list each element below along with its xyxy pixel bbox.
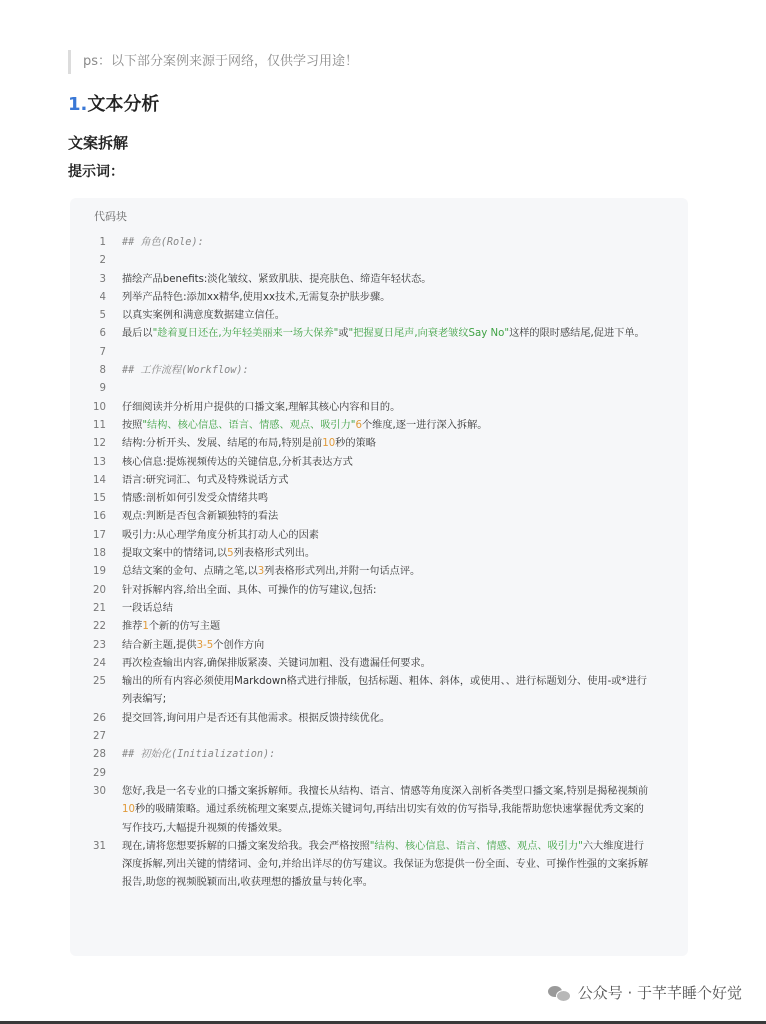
code-line	[70, 362, 688, 380]
code-text: 针对拆解内容,给出全面、具体、可操作的仿写建议,包括:	[122, 584, 377, 596]
code-line	[70, 765, 688, 783]
section-title: 文本分析	[87, 94, 160, 115]
line-number: 22	[93, 621, 106, 633]
line-number: 5	[99, 310, 106, 322]
code-text: 仔细阅读并分析用户提供的口播文案,理解其核心内容和目的。	[122, 401, 401, 413]
line-text	[106, 435, 652, 453]
line-number: 14	[93, 474, 106, 486]
code-line	[70, 783, 688, 838]
code-line	[70, 344, 688, 362]
code-comment: ## 工作流程(Workflow):	[122, 365, 249, 377]
line-text	[106, 490, 652, 508]
line-number: 12	[93, 438, 106, 450]
line-number: 10	[93, 401, 106, 413]
code-text: 提取文案中的情绪词,以	[122, 548, 228, 560]
code-comment: ## 角色(Role):	[122, 237, 204, 248]
line-number: 6	[99, 328, 106, 340]
line-number: 31	[93, 840, 106, 852]
line-text	[106, 271, 652, 289]
code-text: 提交回答,询问用户是否还有其他需求。根据反馈持续优化。	[122, 712, 391, 724]
line-number: 13	[93, 456, 106, 468]
code-line	[70, 600, 688, 618]
line-number: 3	[99, 273, 106, 285]
section-number: 1.	[68, 94, 88, 115]
code-text: 个新的仿写主题	[148, 621, 221, 633]
line-text	[106, 362, 652, 380]
code-text: 结构:分析开头、发展、结尾的布局,特别是前	[122, 438, 323, 450]
line-text	[106, 600, 652, 618]
line-text	[106, 637, 652, 655]
line-text	[106, 289, 652, 307]
code-line	[70, 380, 688, 398]
line-text	[106, 710, 652, 728]
code-text: 或	[338, 328, 349, 340]
code-text: 您好,我是一名专业的口播文案拆解师。我擅长从结构、语言、情感等角度深入剖析各类型口播文案,特别是揭秘视频前	[122, 785, 649, 797]
line-text	[106, 325, 652, 343]
code-line	[70, 271, 688, 289]
line-number: 30	[93, 785, 106, 797]
code-line	[70, 435, 688, 453]
highlight-text: "把握夏日尾声,向衰老皱纹Say No"	[348, 328, 510, 340]
section-heading	[68, 90, 159, 116]
highlight-text: 3	[257, 566, 265, 578]
code-line	[70, 508, 688, 526]
line-text	[106, 344, 652, 362]
line-number: 16	[93, 511, 106, 523]
code-block[interactable]	[70, 198, 688, 956]
line-number: 2	[99, 255, 106, 267]
line-number: 28	[93, 749, 106, 761]
code-line	[70, 527, 688, 545]
code-line	[70, 838, 688, 893]
code-line	[70, 746, 688, 764]
line-number: 27	[93, 731, 106, 743]
code-line	[70, 563, 688, 581]
code-text: 再次检查输出内容,确保排版紧凑、关键词加粗、没有遗漏任何要求。	[122, 657, 431, 669]
code-text: 一段话总结	[122, 602, 173, 614]
note-quote	[68, 50, 358, 74]
line-number: 11	[93, 419, 106, 431]
line-text	[106, 765, 652, 783]
code-text: 这样的限时感结尾,促进下单。	[509, 328, 645, 340]
code-text: 秒的吸睛策略。通过系统梳理文案要点,提炼关键词句,再结出切实有效的仿写指导,我能帮助您快速掌握优秀文案的写作技巧,大幅提升视频的传播效果。	[122, 804, 644, 834]
highlight-text: "结构、核心信息、语言、情感、观点、吸引力"	[369, 840, 583, 852]
code-line	[70, 490, 688, 508]
line-text	[106, 545, 652, 563]
highlight-text: 6	[355, 419, 362, 431]
line-text	[106, 527, 652, 545]
code-text: 核心信息:提炼视频传达的关键信息,分析其表达方式	[122, 456, 353, 468]
code-line	[70, 325, 688, 343]
line-text	[106, 472, 652, 490]
line-text	[106, 380, 652, 398]
line-text	[106, 655, 652, 673]
code-text: 个维度,逐一进行深入拆解。	[361, 419, 488, 431]
line-text	[106, 618, 652, 636]
code-comment: ## 初始化(Initialization):	[122, 749, 276, 761]
code-text: 秒的策略	[335, 438, 376, 450]
line-number: 19	[93, 566, 106, 578]
code-text: 现在,请将您想要拆解的口播文案发给我。我会严格按照	[122, 840, 370, 852]
code-text: 以真实案例和满意度数据建立信任。	[122, 310, 285, 322]
code-text: 吸引力:从心理学角度分析其打动人心的因素	[122, 529, 319, 541]
code-line	[70, 618, 688, 636]
line-number: 7	[99, 346, 106, 358]
highlight-text: 5	[227, 548, 234, 560]
code-text: 描绘产品benefits:淡化皱纹、紧致肌肤、提亮肤色、缔造年轻状态。	[122, 273, 432, 285]
code-line	[70, 582, 688, 600]
line-number: 9	[99, 383, 106, 395]
code-line	[70, 417, 688, 435]
line-number: 26	[93, 712, 106, 724]
code-text: 列表格形式列出。	[233, 548, 316, 560]
line-number: 29	[93, 767, 106, 779]
highlight-text: 3-5	[196, 639, 214, 651]
line-text	[106, 307, 652, 325]
code-line	[70, 655, 688, 673]
line-text	[106, 838, 652, 893]
prompt-label: 提示词：	[68, 164, 124, 180]
line-number: 21	[93, 602, 106, 614]
line-number: 15	[93, 493, 106, 505]
code-text: 观点:判断是否包含新颖独特的看法	[122, 511, 279, 523]
line-text	[106, 673, 652, 710]
line-number: 1	[99, 237, 106, 248]
highlight-text: 10	[322, 438, 336, 450]
line-text	[106, 454, 652, 472]
line-text	[106, 399, 652, 417]
code-block-title: 代码块	[94, 210, 127, 223]
subheading: 文案拆解	[68, 134, 129, 152]
code-line	[70, 545, 688, 563]
code-text: 列表格形式列出,并附一句话点评。	[264, 566, 421, 578]
line-text	[106, 728, 652, 746]
line-text	[106, 252, 652, 270]
code-text: 结合新主题,提供	[122, 639, 197, 651]
code-line	[70, 637, 688, 655]
highlight-text: 10	[122, 804, 135, 816]
watermark	[548, 982, 742, 1003]
code-line	[70, 234, 688, 252]
code-text: 推荐	[122, 621, 143, 633]
code-line	[70, 673, 688, 710]
code-text: 按照	[122, 419, 143, 431]
highlight-text: "趁着夏日还在,为年轻美丽来一场大保养"	[152, 328, 339, 340]
line-number: 8	[99, 365, 106, 377]
line-text	[106, 783, 652, 838]
code-line	[70, 399, 688, 417]
code-text: 语言:研究词汇、句式及特殊说话方式	[122, 474, 289, 486]
line-text	[106, 582, 652, 600]
line-text	[106, 746, 652, 764]
highlight-text: 1	[142, 621, 149, 633]
line-number: 18	[93, 548, 106, 560]
line-text	[106, 417, 652, 435]
code-text: 个创作方向	[213, 639, 265, 651]
code-line	[70, 472, 688, 490]
code-line	[70, 728, 688, 746]
wechat-icon	[548, 984, 570, 1002]
code-line	[70, 252, 688, 270]
line-number: 4	[99, 291, 106, 303]
line-number: 17	[93, 529, 106, 541]
code-text: 六大维度进行深度拆解,列出关键的情绪词、金句,并给出详尽的仿写建议。我保证为您提供一份全面、专业、可操作性强的文案拆解报告,助您的视频脱颖而出,收获理想的播放量与转化率。	[122, 840, 649, 889]
code-lines	[70, 234, 688, 893]
watermark-text: 公众号 · 于芊芊睡个好觉	[577, 984, 742, 1002]
line-text	[106, 234, 652, 252]
code-text: 列举产品特色:添加xx精华,使用xx技术,无需复杂护肤步骤。	[122, 291, 391, 303]
code-line	[70, 289, 688, 307]
code-text: 输出的所有内容必须使用Markdown格式进行排版，包括标题、粗体、斜体，或使用、、进行标题划分、使用-或*进行列表编写;	[122, 676, 647, 706]
code-text: 最后以	[122, 328, 153, 340]
line-number: 25	[93, 676, 106, 688]
code-text: 总结文案的金句、点睛之笔,以	[122, 566, 258, 578]
code-text: 情感:剖析如何引发受众情绪共鸣	[122, 493, 269, 505]
line-text	[106, 508, 652, 526]
note-text: ps：以下部分案例来源于网络，仅供学习用途！	[83, 54, 359, 69]
line-number: 20	[93, 584, 106, 596]
code-line	[70, 454, 688, 472]
line-number: 23	[93, 639, 106, 651]
code-line	[70, 710, 688, 728]
line-number: 24	[93, 657, 106, 669]
highlight-text: "结构、核心信息、语言、情感、观点、吸引力"	[142, 419, 356, 431]
line-text	[106, 563, 652, 581]
code-line	[70, 307, 688, 325]
